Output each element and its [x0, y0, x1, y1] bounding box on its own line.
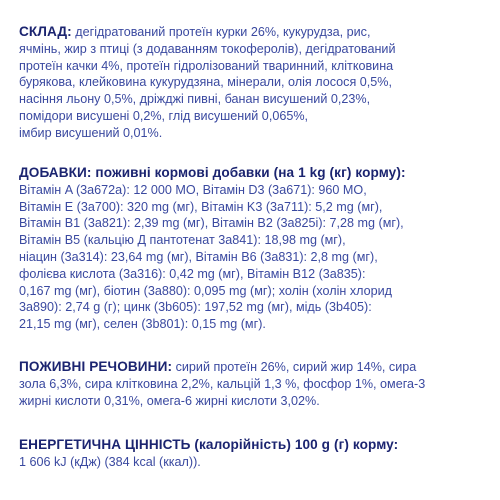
composition-line	[19, 24, 485, 41]
composition-line: бурякова, клейковина кукурудзяна, мінерали, олія лосося 0,5%,	[19, 75, 393, 90]
composition-line: ячмінь, жир з птиці (з додаванням токоферолів), дегідратований	[19, 41, 396, 56]
nutrients-line: жирні кислоти 0,31%, омега-6 жирні кислоти 3,02%.	[19, 393, 320, 408]
composition-line: імбир висушений 0,01%.	[19, 125, 163, 140]
nutrients-line	[19, 359, 485, 376]
composition-line: помідори висушені 0,2%, глід висушений 0,065%,	[19, 108, 309, 123]
additives-line: ніацин (3a314): 23,64 mg (мг), Вітамін B6 (3a831): 2,8 mg (мг),	[19, 249, 378, 264]
composition-line: протеїн качки 4%, протеїн гідролізований тваринний, клітковина	[19, 58, 394, 73]
nutrients-line: зола 6,3%, сира клітковина 2,2%, кальцій 1,3 %, фосфор 1%, омега-3	[19, 376, 426, 391]
additives-section	[19, 165, 485, 333]
additives-line: 21,15 mg (мг), селен (3b801): 0,15 mg (мг).	[19, 317, 266, 332]
additives-line: Вітамін B1 (3a821): 2,39 mg (мг), Вітамін B2 (3a825i): 7,28 mg (мг),	[19, 216, 404, 231]
energy-heading: ЕНЕРГЕТИЧНА ЦІННІСТЬ (калорійність) 100 g (г) корму:	[19, 437, 399, 452]
composition-line: насіння льону 0,5%, дріжджі пивні, банан висушений 0,23%,	[19, 92, 371, 107]
additives-line: Вітамін A (3a672a): 12 000 MO, Вітамін D3 (3a671): 960 MO,	[19, 182, 367, 197]
composition-heading: СКЛАД:	[19, 24, 72, 39]
additives-heading: ДОБАВКИ: поживні кормові добавки (на 1 kg (кг) корму):	[19, 165, 406, 180]
additives-line: 0,167 mg (мг), біотин (3a880): 0,095 mg (мг); холін (холін хлорид	[19, 283, 393, 298]
nutrients-heading: ПОЖИВНІ РЕЧОВИНИ:	[19, 359, 173, 374]
additives-line: Вітамін B5 (кальцію Д пантотенат 3a841): 18,98 mg (мг),	[19, 233, 346, 248]
additives-line: фолієва кислота (3a316): 0,42 mg (мг), Вітамін B12 (3a835):	[19, 266, 366, 281]
energy-section	[19, 437, 485, 471]
composition-section	[19, 24, 485, 142]
nutrients-text: сирий протеїн 26%, сирий жир 14%, сира	[175, 360, 417, 374]
additives-line: 3a890): 2,74 g (г); цинк (3b605): 197,52 mg (мг), мідь (3b405):	[19, 300, 372, 315]
energy-line: 1 606 kJ (кДж) (384 kcal (ккал)).	[19, 454, 201, 469]
additives-line: Вітамін E (3a700): 320 mg (мг), Вітамін K3 (3a711): 5,2 mg (мг),	[19, 199, 383, 214]
composition-text: дегідратований протеїн курки 26%, кукурудза, рис,	[75, 25, 371, 39]
nutrients-section	[19, 359, 485, 409]
